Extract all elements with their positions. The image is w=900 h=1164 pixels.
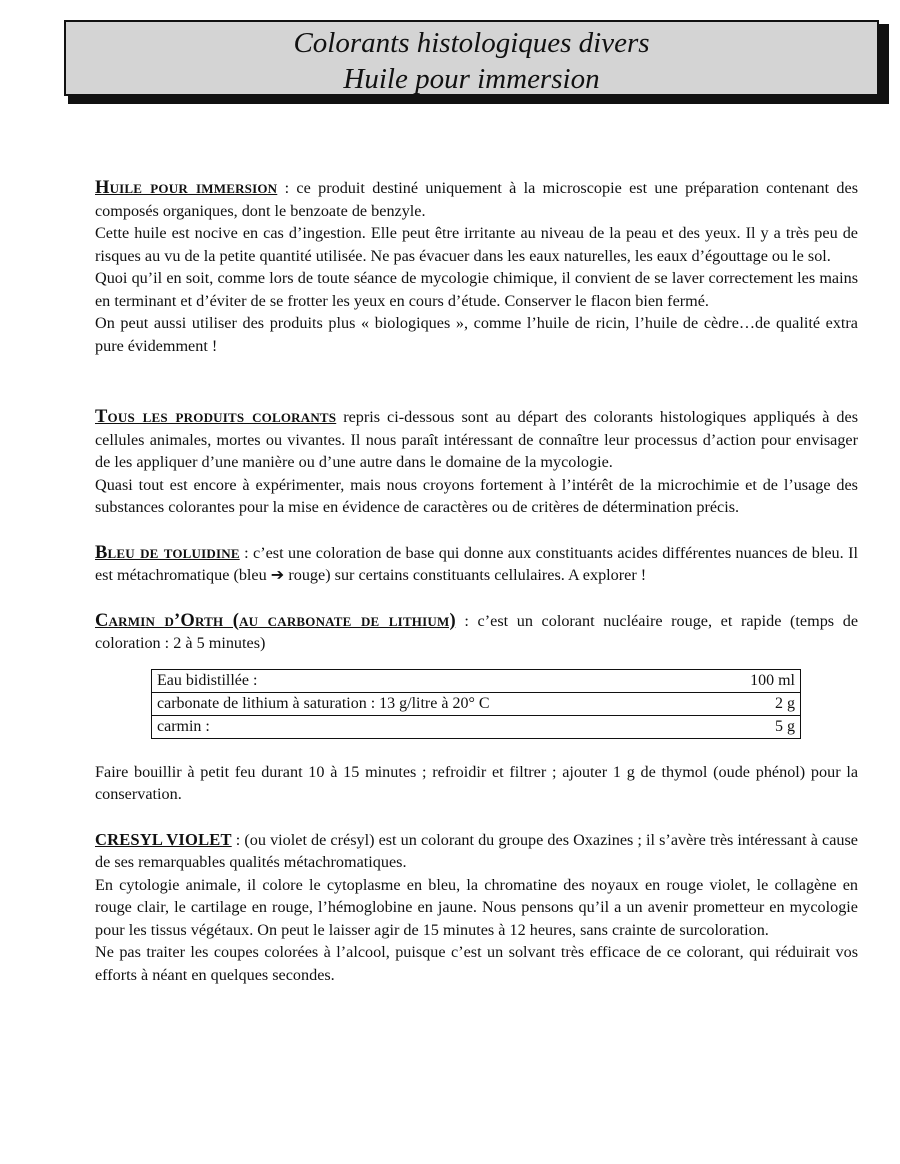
amount-cell: 100 ml (710, 669, 800, 692)
table-row (152, 715, 801, 738)
paragraph (95, 829, 858, 874)
ingredient-cell: Eau bidistillée : (152, 669, 711, 692)
section-heading: Carmin d’Orth (au carbonate de lithium) (95, 610, 456, 631)
section-heading: Tous les produits colorants (95, 407, 337, 427)
paragraph (95, 177, 858, 222)
paragraph: Cette huile est nocive en cas d’ingestion. Elle peut être irritante au niveau de la peau et des yeux. Il y a très peu de risques au vu de la petite quantité utilisée. Ne pas évacuer dans les eaux naturelles, les eaux d’égouttage ou le sol. (95, 224, 858, 265)
paragraph (95, 542, 858, 587)
paragraph: Faire bouillir à petit feu durant 10 à 15 minutes ; refroidir et filtrer ; ajouter 1 g de thymol (oude phénol) pour la conservation. (95, 762, 858, 803)
paragraph: En cytologie animale, il colore le cytoplasme en bleu, la chromatine des noyaux en rouge violet, le collagène en rouge clair, le cartilage en rouge, l’hémoglobine en jaune. Nous pensons qu’il a un avenir prometteur en mycologie pour les tissus végétaux. On peut le laisser agir de 15 minutes à 12 heures, sans crainte de surcoloration. (95, 875, 858, 939)
section-toluidine (95, 542, 858, 587)
table-row (152, 692, 801, 715)
page-subtitle: Huile pour immersion (343, 63, 600, 95)
ingredient-cell: carbonate de lithium à saturation : 13 g/litre à 20° C (152, 692, 711, 715)
paragraph: Quasi tout est encore à expérimenter, mais nous croyons fortement à l’intérêt de la microchimie et de l’usage des substances colorantes pour la mise en évidence de caractères ou de critères de détermination précis. (95, 475, 858, 516)
table-row (152, 669, 801, 692)
paragraph (95, 610, 858, 655)
paragraph: On peut aussi utiliser des produits plus « biologiques », comme l’huile de ricin, l’huile de cèdre…de qualité extra pure évidemment ! (95, 314, 858, 355)
paragraph-text: : c’est une coloration de base qui donne aux constituants acides différentes nuances de bleu. Il est métachromatique (bleu ➔ rouge) sur certains constituants cellulaires. A explorer ! (95, 543, 859, 584)
title-box (64, 20, 879, 96)
section-heading: CRESYL VIOLET (95, 829, 232, 849)
section-heading: Bleu de toluidine (95, 542, 240, 563)
paragraph-text: : c’est un colorant nucléaire rouge, et rapide (temps de coloration : 2 à 5 minutes) (95, 611, 858, 652)
paragraph-text: : ce produit destiné uniquement à la microscopie est une préparation contenant des composés organiques, dont le benzoate de benzyle. (95, 179, 858, 220)
amount-cell: 2 g (710, 692, 800, 715)
paragraph (95, 406, 858, 474)
paragraph-text: : (ou violet de crésyl) est un colorant du groupe des Oxazines ; il s’avère très intéressant à cause de ses remarquables qualités métachromatiques. (95, 830, 858, 871)
section-heading: Huile pour immersion (95, 178, 278, 198)
paragraph-text: repris ci-dessous sont au départ des colorants histologiques appliqués à des cellules animales, mortes ou vivantes. Il nous paraît intéressant de connaître leur processus d’action pour envisager de les appliquer d’une manière ou d’une autre dans le domaine de la mycologie. (95, 408, 858, 471)
section-colorants (95, 406, 858, 519)
ingredient-cell: carmin : (152, 715, 711, 738)
page-title: Colorants histologiques divers (293, 27, 650, 59)
paragraph: Quoi qu’il en soit, comme lors de toute séance de mycologie chimique, il convient de se laver correctement les mains en terminant et d’éviter de se frotter les yeux en cours d’étude. Conserver le flacon bien fermé. (95, 269, 858, 310)
section-cresyl (95, 829, 858, 987)
document-body (95, 177, 858, 986)
amount-cell: 5 g (710, 715, 800, 738)
recipe-table (151, 669, 801, 739)
section-carmin (95, 610, 858, 806)
paragraph: Ne pas traiter les coupes colorées à l’alcool, puisque c’est un solvant très efficace de ce colorant, qui réduirait vos efforts à néant en quelques secondes. (95, 943, 858, 984)
section-huile (95, 177, 858, 357)
